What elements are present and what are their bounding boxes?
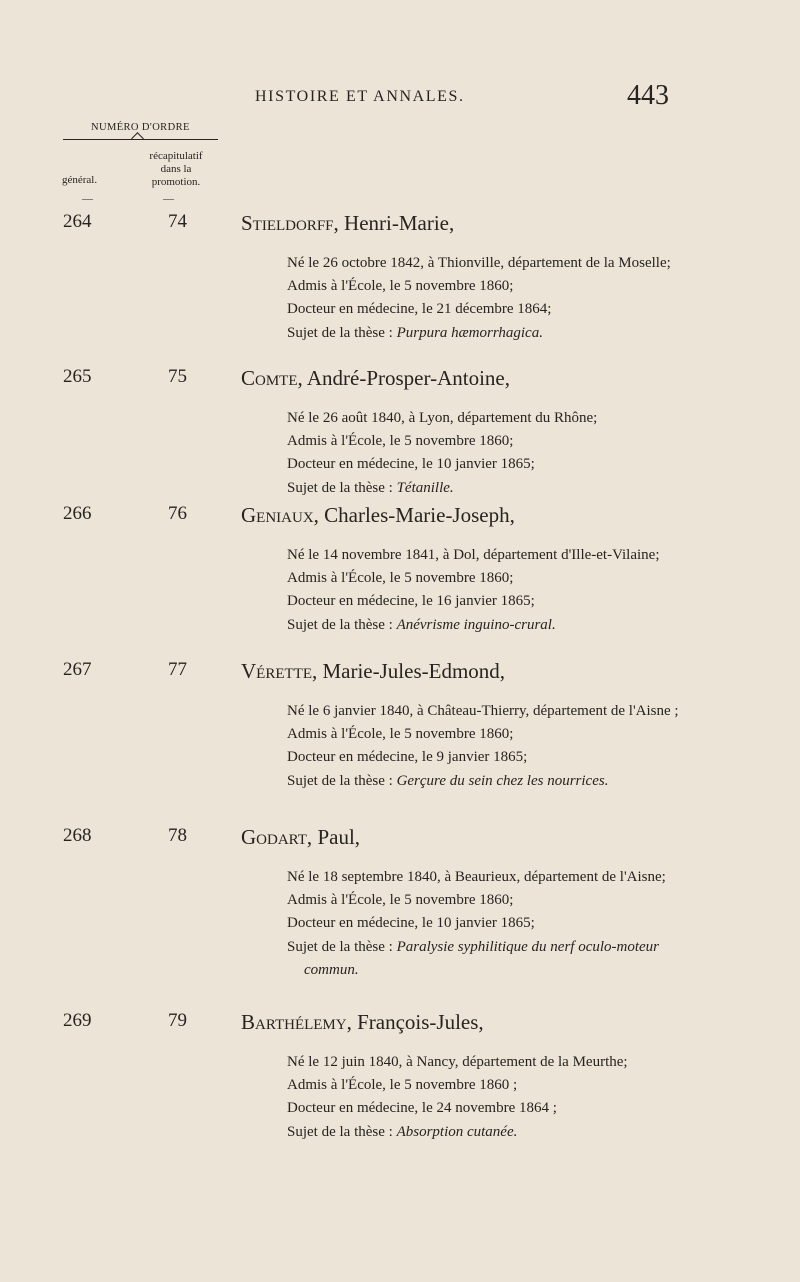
- admission-line: Admis à l'École, le 5 novembre 1860;: [287, 892, 514, 909]
- thesis-subject: Purpura hæmorrhagica.: [396, 324, 543, 341]
- birth-line: Né le 12 juin 1840, à Nancy, département de la Meurthe;: [287, 1054, 628, 1070]
- thesis-subject: Gerçure du sein chez les nourrices.: [396, 772, 609, 789]
- thesis-subject: Paralysie syphilitique du nerf oculo-moteur commun.: [304, 938, 660, 978]
- column-header-general: général.: [62, 174, 98, 186]
- general-number: 269: [63, 1010, 92, 1031]
- thesis-line: [287, 936, 707, 982]
- thesis-subject: Absorption cutanée.: [396, 1123, 518, 1140]
- column-header-brace: [63, 139, 218, 144]
- admission-line: Admis à l'École, le 5 novembre 1860 ;: [287, 1077, 518, 1094]
- surname: Stieldorff,: [241, 211, 339, 235]
- entry-details: [287, 252, 707, 345]
- column-header-recap-line: dans la: [160, 163, 192, 175]
- thesis-line: [287, 614, 707, 637]
- column-header-dash: —: [82, 193, 93, 205]
- entry-name: [241, 659, 505, 684]
- recap-number: 75: [168, 366, 187, 387]
- column-header-dash: —: [163, 193, 174, 205]
- entry-details: [287, 700, 707, 793]
- thesis-line: [287, 477, 707, 500]
- doctorate-line: Docteur en médecine, le 24 novembre 1864 ;: [287, 1100, 557, 1117]
- given-names: Paul,: [317, 825, 361, 849]
- entry-details: [287, 407, 707, 500]
- surname: Barthélemy,: [241, 1010, 352, 1034]
- surname: Comte,: [241, 366, 303, 390]
- admission-line: Admis à l'École, le 5 novembre 1860;: [287, 570, 514, 587]
- general-number: 267: [63, 659, 92, 680]
- entry-name: [241, 825, 360, 850]
- surname: Geniaux,: [241, 503, 319, 527]
- birth-line: Né le 6 janvier 1840, à Château-Thierry, département de l'Aisne ;: [287, 703, 679, 719]
- thesis-line: [287, 322, 707, 345]
- thesis-label: Sujet de la thèse :: [287, 772, 397, 789]
- doctorate-line: Docteur en médecine, le 21 décembre 1864;: [287, 301, 552, 318]
- column-header-recap-line: récapitulatif: [149, 150, 203, 162]
- admission-line: Admis à l'École, le 5 novembre 1860;: [287, 278, 514, 295]
- entry-name: [241, 503, 515, 528]
- thesis-subject: Anévrisme inguino-crural.: [396, 616, 556, 633]
- thesis-label: Sujet de la thèse :: [287, 938, 397, 955]
- entry-details: [287, 866, 707, 982]
- admission-line: Admis à l'École, le 5 novembre 1860;: [287, 726, 514, 743]
- page-number: 443: [627, 80, 669, 111]
- entry-details: [287, 544, 707, 637]
- birth-line: Né le 26 octobre 1842, à Thionville, département de la Moselle;: [287, 255, 671, 271]
- given-names: François-Jules,: [357, 1010, 484, 1034]
- thesis-label: Sujet de la thèse :: [287, 1123, 397, 1140]
- doctorate-line: Docteur en médecine, le 10 janvier 1865;: [287, 456, 535, 473]
- thesis-label: Sujet de la thèse :: [287, 324, 397, 341]
- given-names: Henri-Marie,: [344, 211, 455, 235]
- thesis-subject: Tétanille.: [396, 479, 454, 496]
- recap-number: 74: [168, 211, 187, 232]
- general-number: 264: [63, 211, 92, 232]
- doctorate-line: Docteur en médecine, le 10 janvier 1865;: [287, 915, 535, 932]
- thesis-label: Sujet de la thèse :: [287, 616, 397, 633]
- entry-name: [241, 211, 454, 236]
- thesis-line: [287, 770, 707, 793]
- admission-line: Admis à l'École, le 5 novembre 1860;: [287, 433, 514, 450]
- given-names: Charles-Marie-Joseph,: [324, 503, 515, 527]
- column-header-recap-line: promotion.: [151, 176, 201, 188]
- recap-number: 76: [168, 503, 187, 524]
- entry-details: [287, 1051, 707, 1144]
- entry-name: [241, 1010, 484, 1035]
- birth-line: Né le 14 novembre 1841, à Dol, département d'Ille-et-Vilaine;: [287, 547, 660, 563]
- running-title: HISTOIRE ET ANNALES.: [255, 88, 465, 105]
- doctorate-line: Docteur en médecine, le 16 janvier 1865;: [287, 593, 535, 610]
- general-number: 266: [63, 503, 92, 524]
- general-number: 265: [63, 366, 92, 387]
- doctorate-line: Docteur en médecine, le 9 janvier 1865;: [287, 749, 528, 766]
- general-number: 268: [63, 825, 92, 846]
- birth-line: Né le 26 août 1840, à Lyon, département du Rhône;: [287, 410, 598, 426]
- recap-number: 77: [168, 659, 187, 680]
- given-names: André-Prosper-Antoine,: [306, 366, 510, 390]
- column-header-title: NUMÉRO D'ORDRE: [91, 122, 190, 133]
- column-header-recap: [128, 150, 224, 189]
- entry-name: [241, 366, 510, 391]
- thesis-label: Sujet de la thèse :: [287, 479, 397, 496]
- surname: Vérette,: [241, 659, 318, 683]
- birth-line: Né le 18 septembre 1840, à Beaurieux, département de l'Aisne;: [287, 869, 666, 885]
- recap-number: 79: [168, 1010, 187, 1031]
- thesis-line: [287, 1121, 707, 1144]
- given-names: Marie-Jules-Edmond,: [322, 659, 506, 683]
- recap-number: 78: [168, 825, 187, 846]
- surname: Godart,: [241, 825, 313, 849]
